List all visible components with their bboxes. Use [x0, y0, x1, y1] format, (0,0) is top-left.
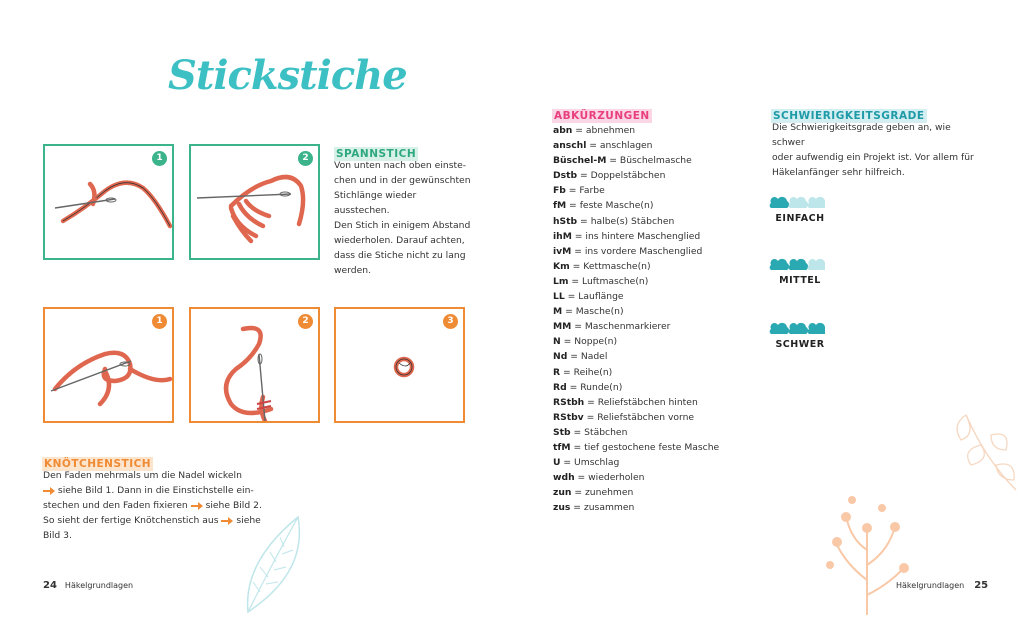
abbreviation-row: ivM = ins vordere Maschenglied [553, 245, 703, 257]
difficulty-label: MITTEL [779, 275, 821, 286]
arrow-right-icon [43, 487, 55, 495]
abbreviation-term: zun [553, 487, 572, 499]
abbreviation-meaning: Lauflänge [578, 291, 624, 303]
footer-left [43, 580, 133, 591]
leaf-decoration-icon [238, 512, 308, 617]
abbreviation-meaning: Reihe(n) [573, 366, 613, 378]
step-badge-3: 3 [443, 314, 458, 329]
abbreviation-meaning: zusammen [583, 502, 635, 514]
abbreviation-meaning: Maschenmarkierer [584, 321, 671, 333]
spannstich-heading: SPANNSTICH [336, 148, 417, 160]
knotenstich-image-2 [189, 307, 320, 423]
difficulty-label: SCHWER [775, 339, 825, 350]
abbreviation-term: Dstb [553, 170, 578, 182]
flower-branch-decoration-icon [822, 490, 912, 615]
abbreviation-meaning: anschlagen [599, 140, 653, 152]
cloud-icon [770, 323, 789, 334]
abbreviation-row: RStbv = Reliefstäbchen vorne [553, 411, 695, 423]
abbreviation-list [553, 123, 719, 515]
abbreviation-row: tfM = tief gestochene feste Masche [553, 441, 720, 453]
abbreviation-term: anschl [553, 140, 587, 152]
abbreviation-row: U = Umschlag [553, 457, 620, 469]
arrow-right-icon [191, 502, 203, 510]
abbreviation-meaning: zunehmen [584, 487, 634, 499]
abbreviation-row: Büschel-M = Büschelmasche [553, 155, 692, 167]
abbreviation-term: Stb [553, 426, 571, 438]
abbreviation-row: zun = zunehmen [553, 487, 634, 499]
abbreviation-row: zus = zusammen [553, 502, 635, 514]
abbreviation-row: MM = Maschenmarkierer [553, 321, 671, 333]
abbreviation-meaning: abnehmen [585, 125, 636, 136]
abbreviation-term: Rd [553, 381, 567, 393]
abbreviation-meaning: Runde(n) [580, 381, 623, 393]
step-badge-2: 2 [298, 314, 313, 329]
cloud-icon [808, 323, 825, 334]
abbreviation-term: LL [553, 291, 565, 303]
abbreviation-row: ihM = ins hintere Maschenglied [553, 230, 701, 242]
abbreviation-term: M [553, 306, 563, 318]
abbreviation-term: tfM [553, 441, 571, 453]
difficulty-level-schwer [765, 320, 835, 350]
abbreviation-row: Fb = Farbe [553, 185, 605, 197]
abbreviation-row: R = Reihe(n) [553, 366, 613, 378]
difficulty-label: EINFACH [775, 213, 825, 224]
abbreviation-meaning: Kettmasche(n) [583, 260, 651, 272]
difficulty-clouds-icon [765, 321, 825, 335]
abbreviation-meaning: Noppe(n) [574, 336, 618, 348]
cloud-icon [770, 197, 789, 208]
abbreviation-term: zus [553, 502, 571, 514]
abbreviation-meaning: Büschelmasche [619, 155, 692, 167]
knotenstich-image-3 [334, 307, 465, 423]
cloud-icon [789, 323, 808, 334]
abbreviation-term: abn [553, 125, 573, 136]
cloud-icon [808, 197, 825, 208]
abbreviation-meaning: feste Masche(n) [579, 200, 654, 212]
abbreviation-meaning: Luftmasche(n) [581, 275, 649, 287]
cloud-icon [808, 259, 825, 270]
abbreviation-meaning: Reliefstäbchen vorne [597, 411, 695, 423]
abbreviation-row: Nd = Nadel [553, 351, 608, 363]
page-number: 25 [974, 580, 989, 591]
abbreviation-term: R [553, 366, 561, 378]
abbreviation-term: MM [553, 321, 572, 333]
abbreviation-term: fM [553, 200, 567, 212]
abbreviation-row: hStb = halbe(s) Stäbchen [553, 215, 675, 227]
abbreviation-meaning: Nadel [580, 351, 608, 363]
abbreviation-meaning: wiederholen [588, 472, 645, 484]
abbreviation-row: Km = Kettmasche(n) [553, 260, 651, 272]
abbreviation-term: Lm [553, 275, 569, 287]
abbreviation-term: RStbv [553, 411, 584, 423]
abbreviation-meaning: Farbe [579, 185, 605, 197]
schwierigkeit-text: Die Schwierigkeitsgrade geben an, wie schwer oder aufwendig ein Projekt ist. Vor allem für Häkelanfänger sehr hilfreich. [772, 122, 974, 178]
abbreviation-row: Dstb = Doppelstäbchen [553, 170, 666, 182]
abkuerzungen-heading: ABKÜRZUNGEN [554, 110, 650, 122]
footer-section-label: Häkelgrundlagen [896, 581, 965, 590]
leaf-decoration-icon [936, 405, 1020, 495]
knotenstich-text: Den Faden mehrmals um die Nadel wickeln siehe Bild 1. Dann in die Einstichstelle ein- stechen und den Faden fixieren siehe Bild 2. So sieht der fertige Knötchenstich aus siehe Bild 3. [43, 470, 262, 541]
abbreviation-row: M = Masche(n) [553, 306, 624, 318]
difficulty-level-mittel [765, 256, 835, 286]
abbreviation-meaning: Doppelstäbchen [590, 170, 666, 182]
cloud-icon [789, 259, 808, 270]
abbreviation-row: LL = Lauflänge [553, 291, 624, 303]
abbreviation-meaning: Umschlag [574, 457, 620, 469]
abbreviation-term: ihM [553, 230, 572, 242]
abbreviation-meaning: Masche(n) [575, 306, 624, 318]
difficulty-level-einfach [765, 194, 835, 224]
schwierigkeit-heading: SCHWIERIGKEITSGRADE [773, 110, 925, 122]
abbreviation-meaning: ins vordere Maschenglied [584, 245, 703, 257]
abbreviation-meaning: Reliefstäbchen hinten [597, 396, 698, 408]
abbreviation-row: Lm = Luftmasche(n) [553, 275, 649, 287]
step-badge-1: 1 [152, 151, 167, 166]
difficulty-clouds-icon [765, 257, 825, 271]
page-number: 24 [43, 580, 57, 591]
abbreviation-meaning: tief gestochene feste Masche [584, 441, 720, 453]
step-badge-1: 1 [152, 314, 167, 329]
spannstich-text: Von unten nach oben einste- chen und in der gewünschten Stichlänge wieder ausstechen. Den Stich in einigem Abstand wiederholen. Darauf achten, dass die Stiche nicht zu lang werden. [334, 160, 471, 276]
arrow-right-icon [221, 517, 233, 525]
abbreviation-term: Km [553, 260, 570, 272]
abbreviation-term: ivM [553, 245, 572, 257]
abbreviation-term: hStb [553, 215, 578, 227]
knotenstich-image-1 [43, 307, 174, 423]
abbreviation-term: Fb [553, 185, 566, 197]
abbreviation-term: U [553, 457, 561, 469]
cloud-icon [789, 197, 808, 208]
footer-right [896, 580, 988, 591]
abbreviation-term: Büschel-M [553, 155, 607, 167]
abbreviation-meaning: ins hintere Maschenglied [585, 230, 701, 242]
cloud-icon [770, 259, 789, 270]
page-title: Stickstiche [168, 52, 407, 99]
abbreviation-row: abn = abnehmen [553, 125, 636, 136]
abbreviation-term: N [553, 336, 561, 348]
abbreviation-row: RStbh = Reliefstäbchen hinten [553, 396, 698, 408]
spannstich-image-2 [189, 144, 320, 260]
step-badge-2: 2 [298, 151, 313, 166]
knotenstich-heading: KNÖTCHENSTICH [44, 458, 152, 470]
abbreviation-row: fM = feste Masche(n) [553, 200, 654, 212]
difficulty-clouds-icon [765, 195, 825, 209]
abbreviation-row: anschl = anschlagen [553, 140, 653, 152]
footer-section-label: Häkelgrundlagen [64, 581, 134, 590]
abbreviation-row: Stb = Stäbchen [553, 426, 628, 438]
spannstich-image-1 [43, 144, 174, 260]
abbreviation-meaning: Stäbchen [584, 426, 628, 438]
abbreviation-row: wdh = wiederholen [553, 472, 645, 484]
abbreviation-term: RStbh [553, 396, 585, 408]
abbreviation-meaning: halbe(s) Stäbchen [590, 215, 675, 227]
abbreviation-term: wdh [553, 472, 575, 484]
abbreviation-term: Nd [553, 351, 568, 363]
abbreviation-row: N = Noppe(n) [553, 336, 618, 348]
abbreviation-row: Rd = Runde(n) [553, 381, 623, 393]
